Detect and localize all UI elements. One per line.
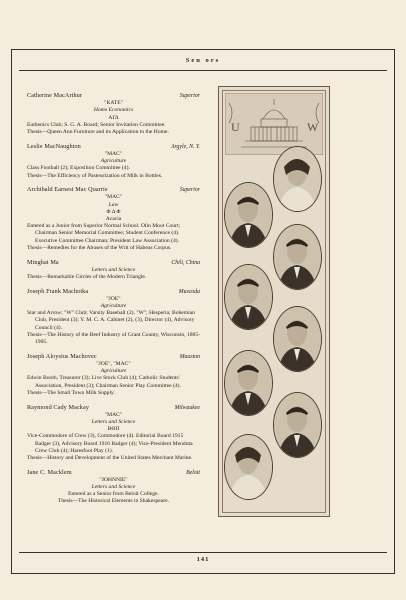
activities: Edwin Booth, Treasurer (3); Live Stock Club (4); Catholic Students' Association, President (3); Chairman Senior Play Committee (4). (27, 375, 181, 389)
page-number: 141 (196, 556, 210, 563)
portrait-photo (224, 434, 273, 500)
course: Agriculture (100, 368, 127, 375)
senior-name: Minghai Ma (27, 258, 59, 266)
greek-letters: ΒΘΠ (107, 426, 120, 433)
activities: Class Football (2); Exposition Committee (4). (27, 165, 130, 172)
senior-entry (27, 469, 200, 506)
activities: Euthenics Club; S. G. A. Board; Senior Invitation Committee. (27, 121, 166, 128)
portrait-photo (224, 350, 273, 416)
senior-entry (27, 353, 200, 397)
nickname: "JOE", "MAC" (96, 361, 131, 367)
header-rule (19, 70, 387, 71)
capitol-crest-icon (225, 93, 323, 155)
hometown: Beloit (186, 469, 200, 476)
course: Letters and Science (91, 266, 136, 273)
activities: Vice-Commodore of Crew (3), Commodore (4). Editorial Board 1915 Badger (3), Advisory Board 1916 Badger (4); Vice-President Mendota Crew Club (4); Haresfoot Play (1). (27, 433, 193, 454)
crest-letter: W (307, 120, 319, 134)
course: Law (108, 201, 119, 208)
nickname: "MAC" (104, 194, 123, 201)
greek-letters: ΑΓΔ (108, 114, 119, 121)
senior-name: Leslie MacNaughton (27, 142, 81, 150)
senior-name: Joseph Frank Machotka (27, 287, 89, 295)
senior-name: Catherine MacArthur (27, 92, 82, 99)
thesis: Thesis—History and Development of the United States Merchant Marine. (27, 454, 193, 461)
hometown: Superior (179, 187, 200, 194)
thesis: Thesis—The Small Town Milk Supply. (27, 389, 115, 396)
activities: Star and Arrow; "W" Club; Varsity Baseball (2). "W"; Hesperia; Bohemian Club, President (3); Y. M. C. A. Cabinet (2), (3), Director (4), Advisory Council (4). (27, 310, 195, 331)
hometown: Chili, China (171, 259, 200, 266)
portrait-photo (273, 392, 322, 458)
senior-entry (27, 259, 200, 282)
thesis: Thesis—Remarkable Circles of the Modern Triangle. (27, 273, 147, 280)
portrait-photo (224, 182, 273, 248)
portrait-photo (273, 146, 322, 212)
thesis: Thesis—The Historical Elements in Shakespeare. (57, 498, 170, 505)
hometown: Superior (179, 93, 200, 99)
nickname: "MAC" (104, 411, 123, 418)
course: Letters and Science (91, 484, 136, 491)
page-header: Sen ors (185, 57, 221, 64)
hometown: Muscoda (178, 288, 200, 295)
senior-name: Archibald Earnest Mac Quarrie (27, 186, 108, 194)
senior-entry (27, 143, 200, 180)
portrait-photo (273, 306, 322, 372)
thesis: Thesis—Remedies for the Abuses of the Writ of Habeas Corpus. (27, 244, 172, 251)
activities: Entered as a Junior from Superior Normal School. Olin Moot Court; Chairman Senior Memorial Committee; Student Conference (4). Executive Committee Chairman; President Law Association (4). (27, 223, 181, 244)
course: Letters and Science (91, 418, 136, 425)
senior-name: Jane C. Macklem (27, 468, 72, 476)
greek-letters: Φ Δ Φ (106, 208, 121, 215)
society: Acacia (105, 216, 122, 223)
nickname: "MAC" (104, 150, 123, 157)
hometown: Mauston (179, 353, 200, 360)
course: Agriculture (100, 158, 127, 165)
nickname: "KATE" (104, 100, 123, 107)
senior-entry (27, 92, 200, 136)
thesis: Thesis—The History of the Beef Industry of Grant County, Wisconsin, 1885-1905. (27, 331, 200, 346)
portrait-photo (224, 264, 273, 330)
activities: Entered as a Senior from Beloit College. (68, 491, 159, 498)
nickname: "JOHNNIE" (99, 476, 128, 483)
thesis: Thesis—The Efficiency of Pasteurization of Milk in Bottles. (27, 172, 163, 179)
senior-entry (27, 186, 200, 252)
footer-rule (19, 552, 387, 553)
course: Home Economics (93, 107, 134, 114)
nickname: "JOE" (106, 295, 121, 302)
portrait-photo (273, 224, 322, 290)
crest-letter: U (231, 120, 240, 134)
senior-name: Raymond Cady Mackay (27, 403, 90, 411)
thesis: Thesis—Queen Ann Furniture and its Application to the Home. (27, 129, 169, 136)
hometown: Milwaukee (174, 404, 200, 411)
senior-entry (27, 288, 200, 347)
course: Agriculture (100, 303, 127, 310)
senior-name: Joseph Aloysius Machovec (27, 352, 97, 360)
senior-entries (27, 92, 200, 512)
senior-entry (27, 404, 200, 463)
hometown: Argyle, N. Y. (170, 143, 200, 150)
